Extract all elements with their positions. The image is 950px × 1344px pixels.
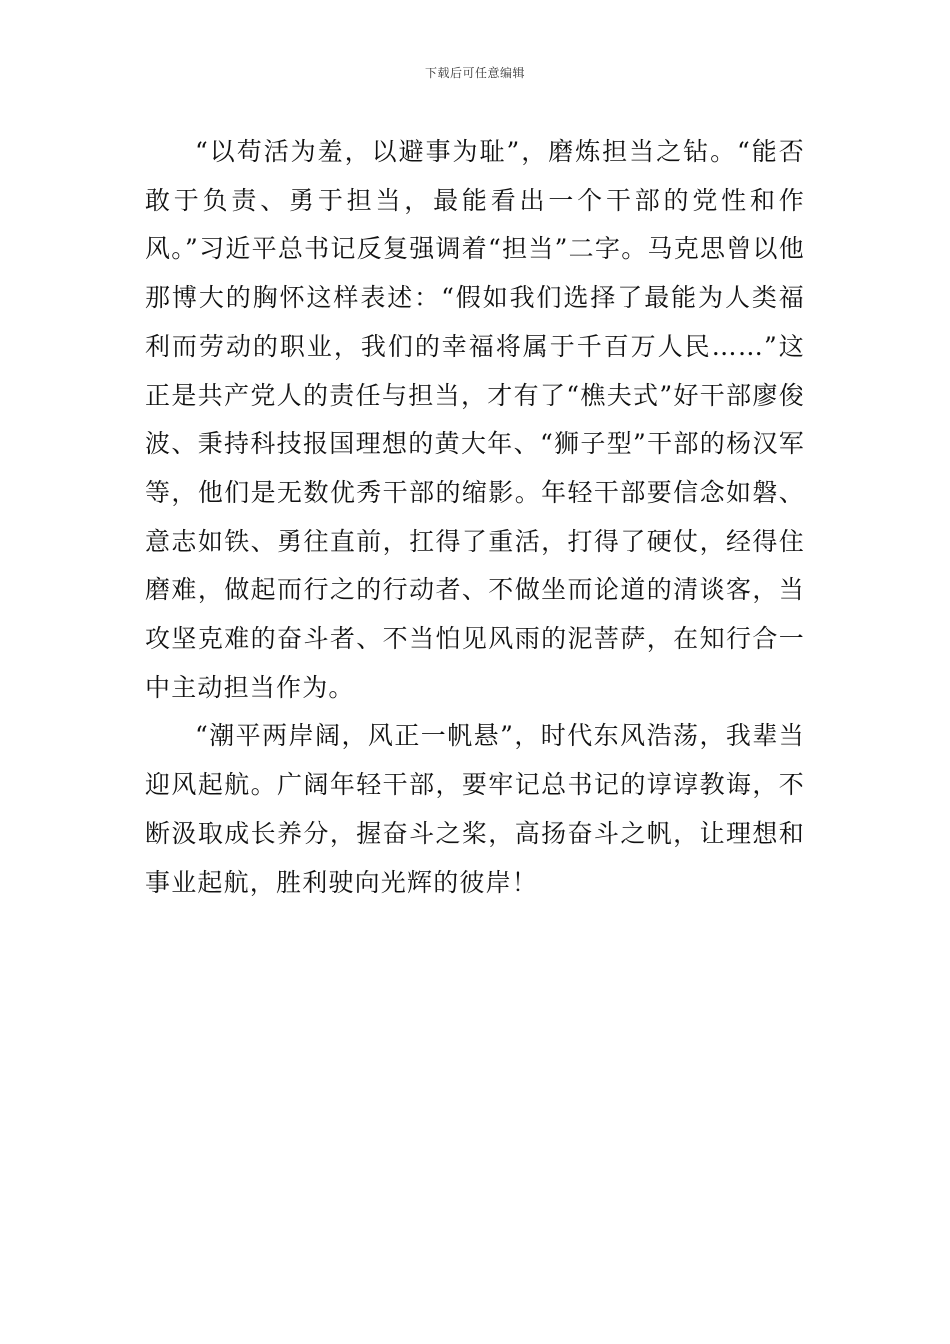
paragraph-2: “潮平两岸阔，风正一帆悬”，时代东风浩荡，我辈当迎风起航。广阔年轻干部，要牢记总书记的谆谆教诲，不断汲取成长养分，握奋斗之桨，高扬奋斗之帆，让理想和事业起航，胜利驶向光辉的彼岸！ (145, 721, 805, 897)
page-header: 下载后可任意编辑 (424, 66, 525, 80)
document-body (145, 128, 805, 907)
paragraph-1: “以苟活为羞，以避事为耻”，磨炼担当之钻。“能否敢于负责、勇于担当，最能看出一个干部的党性和作风。”习近平总书记反复强调着“担当”二字。马克思曾以他那博大的胸怀这样表述：“假如我们选择了最能为人类福利而劳动的职业，我们的幸福将属于千百万人民……”这正是共产党人的责任与担当，才有了“樵夫式”好干部廖俊波、秉持科技报国理想的黄大年、“狮子型”干部的杨汉军等，他们是无数优秀干部的缩影。年轻干部要信念如磐、意志如铁、勇往直前，扛得了重活，打得了硬仗，经得住磨难，做起而行之的行动者、不做坐而论道的清谈客，当攻坚克难的奋斗者、不当怕见风雨的泥菩萨，在知行合一中主动担当作为。 (145, 137, 805, 702)
